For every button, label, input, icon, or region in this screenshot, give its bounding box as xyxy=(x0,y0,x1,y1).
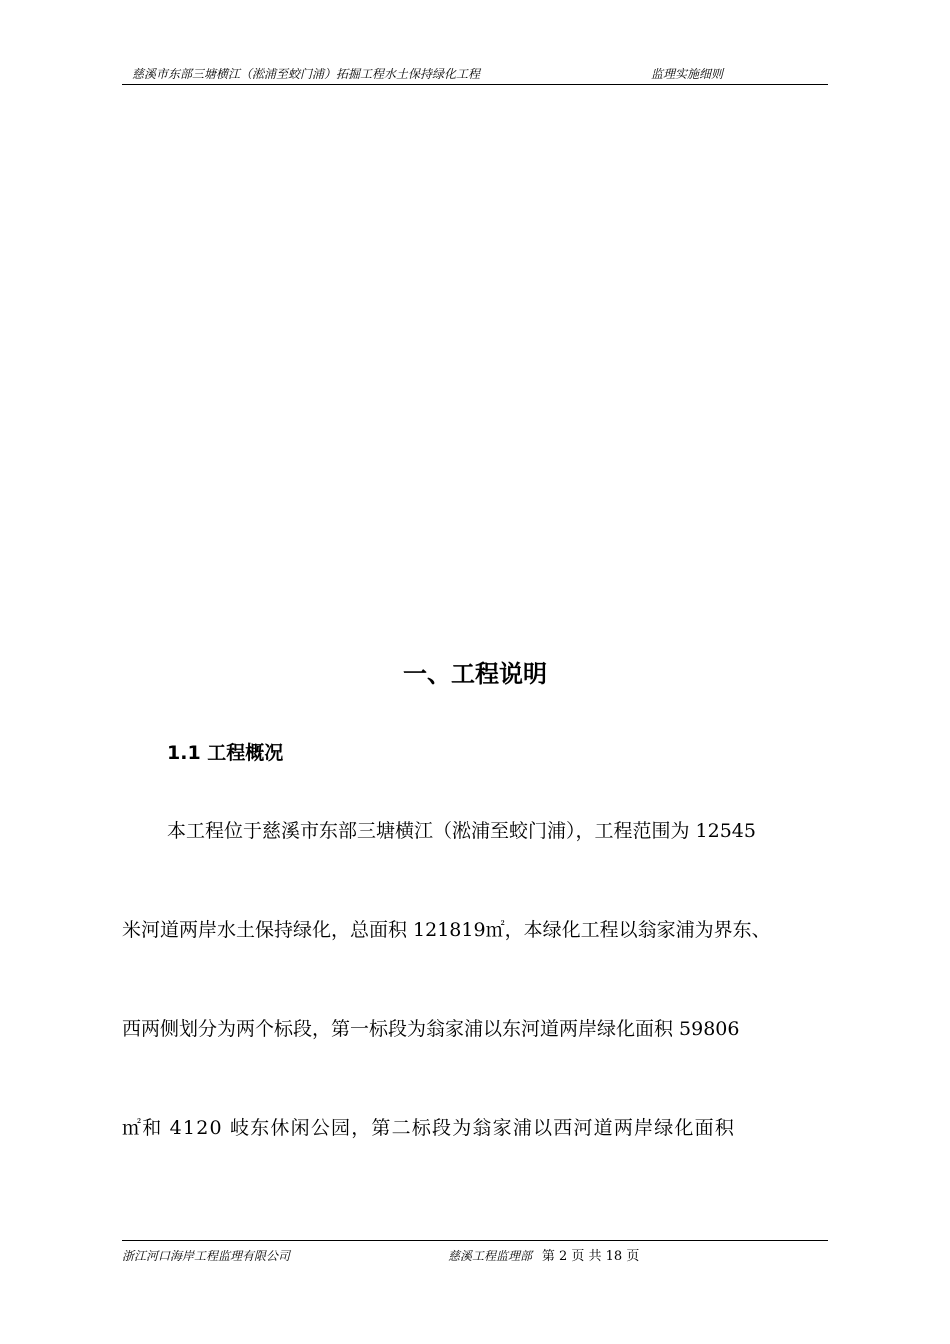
body-line-2: 米河道两岸水土保持绿化，总面积 121819㎡，本绿化工程以翁家浦为界东、 xyxy=(122,919,771,941)
footer-department: 慈溪工程监理部 xyxy=(448,1249,533,1263)
body-line-4: ㎡和 4120 岐东休闲公园，第二标段为翁家浦以西河道两岸绿化面积 xyxy=(122,1117,736,1139)
page-footer xyxy=(122,1240,828,1275)
page-header xyxy=(122,64,828,85)
footer-right-group xyxy=(448,1245,639,1268)
header-doc-type: 监理实施细则 xyxy=(651,67,724,81)
footer-page-info: 第 2 页 共 18 页 xyxy=(541,1249,640,1264)
subsection-heading: 1.1 工程概况 xyxy=(167,742,284,764)
footer-company: 浙江河口海岸工程监理有限公司 xyxy=(122,1249,291,1263)
section-heading: 一、工程说明 xyxy=(403,660,547,688)
body-line-3: 西两侧划分为两个标段，第一标段为翁家浦以东河道两岸绿化面积 59806 xyxy=(122,1018,740,1040)
header-project-title: 慈溪市东部三塘横江（淞浦至蛟门浦）拓掘工程水土保持绿化工程 xyxy=(132,67,481,81)
body-line-1: 本工程位于慈溪市东部三塘横江（淞浦至蛟门浦），工程范围为 12545 xyxy=(167,820,756,842)
